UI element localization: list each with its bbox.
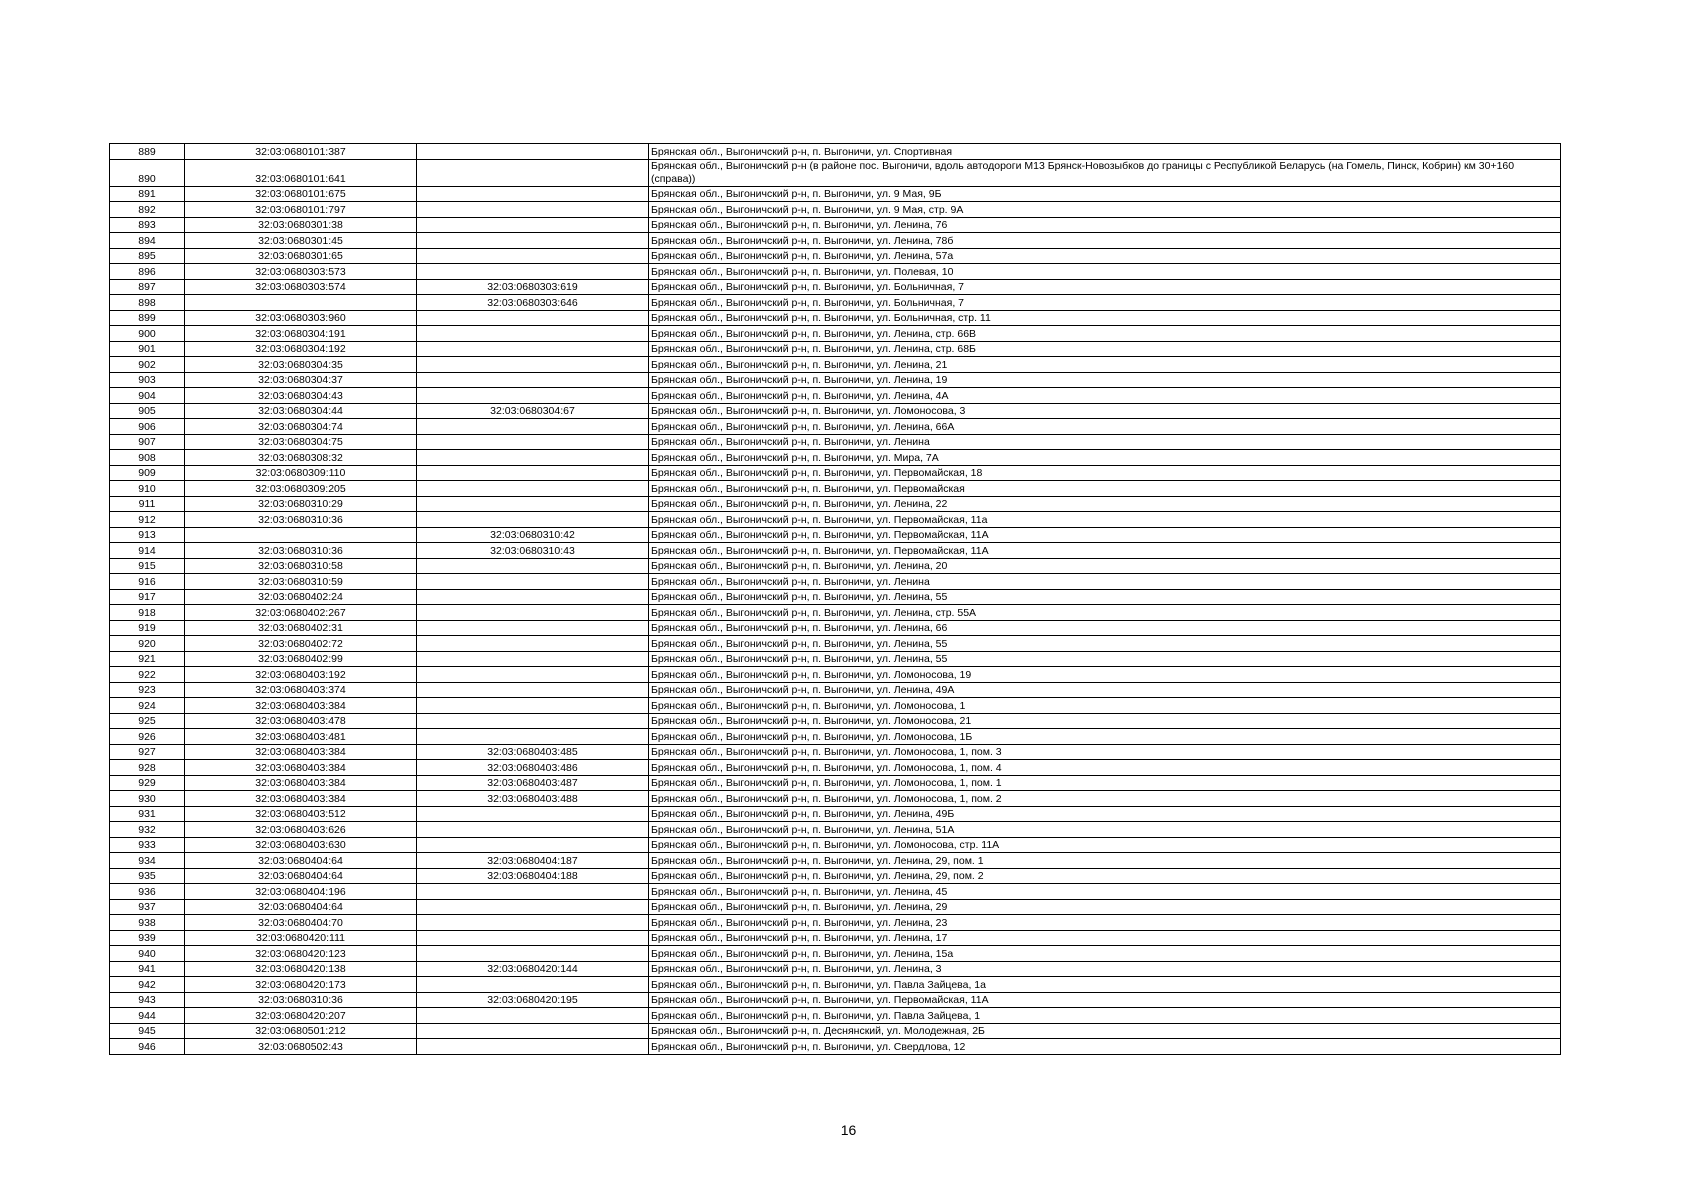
table-body <box>110 144 1561 1055</box>
object-number-cell <box>417 682 649 698</box>
address-cell: Брянская обл., Выгоничский р-н, п. Выгоничи, ул. Ленина, 23 <box>649 915 1561 931</box>
cadastral-number-cell: 32:03:0680310:36 <box>185 543 417 559</box>
address-cell: Брянская обл., Выгоничский р-н, п. Выгоничи, ул. Больничная, стр. 11 <box>649 310 1561 326</box>
table-row <box>110 620 1561 636</box>
cadastral-number-cell: 32:03:0680101:797 <box>185 202 417 218</box>
table-row <box>110 682 1561 698</box>
address-cell: Брянская обл., Выгоничский р-н, п. Выгоничи, ул. Первомайская, 11А <box>649 527 1561 543</box>
row-number-cell: 897 <box>110 279 185 295</box>
object-number-cell: 32:03:0680403:487 <box>417 775 649 791</box>
table-row <box>110 946 1561 962</box>
row-number-cell: 913 <box>110 527 185 543</box>
row-number-cell: 935 <box>110 868 185 884</box>
row-number-cell: 899 <box>110 310 185 326</box>
cadastral-number-cell: 32:03:0680404:64 <box>185 853 417 869</box>
address-cell: Брянская обл., Выгоничский р-н, п. Выгоничи, ул. Ленина, 49А <box>649 682 1561 698</box>
table-row <box>110 853 1561 869</box>
cadastral-number-cell: 32:03:0680404:64 <box>185 899 417 915</box>
table-row <box>110 512 1561 528</box>
address-cell: Брянская обл., Выгоничский р-н, п. Выгоничи, ул. Первомайская, 11а <box>649 512 1561 528</box>
object-number-cell <box>417 217 649 233</box>
cadastral-number-cell: 32:03:0680420:123 <box>185 946 417 962</box>
address-cell: Брянская обл., Выгоничский р-н, п. Выгоничи, ул. Ленина, 76 <box>649 217 1561 233</box>
row-number-cell: 891 <box>110 186 185 202</box>
object-number-cell: 32:03:0680420:195 <box>417 992 649 1008</box>
row-number-cell: 908 <box>110 450 185 466</box>
cadastral-table <box>109 143 1561 1055</box>
row-number-cell: 896 <box>110 264 185 280</box>
table-row <box>110 667 1561 683</box>
table-row <box>110 403 1561 419</box>
object-number-cell <box>417 450 649 466</box>
address-cell: Брянская обл., Выгоничский р-н, п. Выгоничи, ул. Ленина, 29, пом. 1 <box>649 853 1561 869</box>
address-cell: Брянская обл., Выгоничский р-н, п. Выгоничи, ул. Павла Зайцева, 1 <box>649 1008 1561 1024</box>
table-row <box>110 791 1561 807</box>
address-cell: Брянская обл., Выгоничский р-н, п. Выгоничи, ул. Ломоносова, 1Б <box>649 729 1561 745</box>
row-number-cell: 939 <box>110 930 185 946</box>
address-cell: Брянская обл., Выгоничский р-н, п. Выгоничи, ул. Ленина, 22 <box>649 496 1561 512</box>
row-number-cell: 892 <box>110 202 185 218</box>
table-row <box>110 264 1561 280</box>
row-number-cell: 927 <box>110 744 185 760</box>
cadastral-number-cell: 32:03:0680403:384 <box>185 791 417 807</box>
object-number-cell <box>417 822 649 838</box>
table-row <box>110 1039 1561 1055</box>
cadastral-number-cell: 32:03:0680404:64 <box>185 868 417 884</box>
object-number-cell: 32:03:0680303:619 <box>417 279 649 295</box>
cadastral-number-cell: 32:03:0680303:960 <box>185 310 417 326</box>
address-cell: Брянская обл., Выгоничский р-н, п. Выгоничи, ул. Полевая, 10 <box>649 264 1561 280</box>
cadastral-number-cell: 32:03:0680420:173 <box>185 977 417 993</box>
cadastral-number-cell: 32:03:0680304:75 <box>185 434 417 450</box>
row-number-cell: 932 <box>110 822 185 838</box>
table-row <box>110 1023 1561 1039</box>
row-number-cell: 925 <box>110 713 185 729</box>
row-number-cell: 926 <box>110 729 185 745</box>
object-number-cell <box>417 698 649 714</box>
address-cell: Брянская обл., Выгоничский р-н, п. Выгоничи, ул. Ленина, стр. 68Б <box>649 341 1561 357</box>
cadastral-number-cell <box>185 527 417 543</box>
address-cell: Брянская обл., Выгоничский р-н, п. Выгоничи, ул. Ленина, 19 <box>649 372 1561 388</box>
table-row <box>110 744 1561 760</box>
cadastral-number-cell: 32:03:0680403:481 <box>185 729 417 745</box>
object-number-cell: 32:03:0680403:488 <box>417 791 649 807</box>
cadastral-number-cell: 32:03:0680304:35 <box>185 357 417 373</box>
object-number-cell <box>417 1023 649 1039</box>
cadastral-number-cell: 32:03:0680420:207 <box>185 1008 417 1024</box>
table-row <box>110 837 1561 853</box>
row-number-cell: 916 <box>110 574 185 590</box>
cadastral-number-cell: 32:03:0680403:192 <box>185 667 417 683</box>
object-number-cell <box>417 605 649 621</box>
row-number-cell: 901 <box>110 341 185 357</box>
table-row <box>110 388 1561 404</box>
row-number-cell: 937 <box>110 899 185 915</box>
object-number-cell <box>417 357 649 373</box>
address-cell: Брянская обл., Выгоничский р-н, п. Выгоничи, ул. Ленина, 55 <box>649 589 1561 605</box>
table-row <box>110 357 1561 373</box>
table-row <box>110 481 1561 497</box>
row-number-cell: 894 <box>110 233 185 249</box>
cadastral-number-cell: 32:03:0680304:43 <box>185 388 417 404</box>
cadastral-number-cell: 32:03:0680404:196 <box>185 884 417 900</box>
table-row <box>110 341 1561 357</box>
table-row <box>110 822 1561 838</box>
row-number-cell: 941 <box>110 961 185 977</box>
address-cell: Брянская обл., Выгоничский р-н, п. Выгоничи, ул. Ломоносова, 1, пом. 4 <box>649 760 1561 776</box>
cadastral-number-cell: 32:03:0680310:59 <box>185 574 417 590</box>
row-number-cell: 918 <box>110 605 185 621</box>
row-number-cell: 917 <box>110 589 185 605</box>
cadastral-number-cell: 32:03:0680101:387 <box>185 144 417 160</box>
cadastral-number-cell: 32:03:0680310:29 <box>185 496 417 512</box>
cadastral-number-cell: 32:03:0680310:58 <box>185 558 417 574</box>
row-number-cell: 924 <box>110 698 185 714</box>
table-row <box>110 930 1561 946</box>
cadastral-number-cell: 32:03:0680301:65 <box>185 248 417 264</box>
table-row <box>110 992 1561 1008</box>
row-number-cell: 946 <box>110 1039 185 1055</box>
row-number-cell: 890 <box>110 159 185 186</box>
table-row <box>110 961 1561 977</box>
cadastral-number-cell: 32:03:0680309:110 <box>185 465 417 481</box>
table-row <box>110 729 1561 745</box>
address-cell: Брянская обл., Выгоничский р-н, п. Выгоничи, ул. Ленина <box>649 434 1561 450</box>
object-number-cell <box>417 496 649 512</box>
table-row <box>110 558 1561 574</box>
address-cell: Брянская обл., Выгоничский р-н, п. Выгоничи, ул. Ленина, 51А <box>649 822 1561 838</box>
address-cell: Брянская обл., Выгоничский р-н, п. Выгоничи, ул. Ломоносова, 3 <box>649 403 1561 419</box>
address-cell: Брянская обл., Выгоничский р-н, п. Выгоничи, ул. Больничная, 7 <box>649 279 1561 295</box>
row-number-cell: 914 <box>110 543 185 559</box>
row-number-cell: 910 <box>110 481 185 497</box>
table-row <box>110 977 1561 993</box>
cadastral-number-cell: 32:03:0680403:384 <box>185 744 417 760</box>
address-cell: Брянская обл., Выгоничский р-н, п. Выгоничи, ул. Ломоносова, 1, пом. 3 <box>649 744 1561 760</box>
cadastral-number-cell: 32:03:0680310:36 <box>185 992 417 1008</box>
address-cell: Брянская обл., Выгоничский р-н (в районе пос. Выгоничи, вдоль автодороги М13 Брянск-Новозыбков до границы с Республикой Беларусь (на Гомель, Пинск, Кобрин) км 30+160 (справа)) <box>649 159 1561 186</box>
object-number-cell <box>417 636 649 652</box>
object-number-cell: 32:03:0680303:646 <box>417 295 649 311</box>
cadastral-number-cell: 32:03:0680402:267 <box>185 605 417 621</box>
address-cell: Брянская обл., Выгоничский р-н, п. Выгоничи, ул. Ленина, 15а <box>649 946 1561 962</box>
table-row <box>110 202 1561 218</box>
cadastral-number-cell: 32:03:0680301:45 <box>185 233 417 249</box>
address-cell: Брянская обл., Выгоничский р-н, п. Выгоничи, ул. Ленина, 45 <box>649 884 1561 900</box>
cadastral-number-cell <box>185 295 417 311</box>
cadastral-number-cell: 32:03:0680403:384 <box>185 698 417 714</box>
cadastral-number-cell: 32:03:0680402:24 <box>185 589 417 605</box>
object-number-cell <box>417 713 649 729</box>
table-row <box>110 636 1561 652</box>
object-number-cell: 32:03:0680310:42 <box>417 527 649 543</box>
table-row <box>110 775 1561 791</box>
object-number-cell <box>417 372 649 388</box>
cadastral-number-cell: 32:03:0680403:630 <box>185 837 417 853</box>
object-number-cell <box>417 1039 649 1055</box>
cadastral-number-cell: 32:03:0680403:626 <box>185 822 417 838</box>
object-number-cell <box>417 248 649 264</box>
table-row <box>110 574 1561 590</box>
address-cell: Брянская обл., Выгоничский р-н, п. Выгоничи, ул. Ломоносова, 1 <box>649 698 1561 714</box>
table-row <box>110 589 1561 605</box>
row-number-cell: 919 <box>110 620 185 636</box>
row-number-cell: 904 <box>110 388 185 404</box>
address-cell: Брянская обл., Выгоничский р-н, п. Выгоничи, ул. Первомайская, 11А <box>649 543 1561 559</box>
object-number-cell <box>417 481 649 497</box>
object-number-cell <box>417 186 649 202</box>
address-cell: Брянская обл., Выгоничский р-н, п. Выгоничи, ул. Ломоносова, 21 <box>649 713 1561 729</box>
cadastral-number-cell: 32:03:0680303:574 <box>185 279 417 295</box>
row-number-cell: 907 <box>110 434 185 450</box>
table-row <box>110 186 1561 202</box>
address-cell: Брянская обл., Выгоничский р-н, п. Выгоничи, ул. Ленина, 20 <box>649 558 1561 574</box>
row-number-cell: 905 <box>110 403 185 419</box>
table-row <box>110 527 1561 543</box>
object-number-cell <box>417 574 649 590</box>
cadastral-number-cell: 32:03:0680308:32 <box>185 450 417 466</box>
row-number-cell: 902 <box>110 357 185 373</box>
address-cell: Брянская обл., Выгоничский р-н, п. Выгоничи, ул. Ленина, 66 <box>649 620 1561 636</box>
cadastral-number-cell: 32:03:0680403:478 <box>185 713 417 729</box>
table-row <box>110 915 1561 931</box>
object-number-cell <box>417 159 649 186</box>
row-number-cell: 931 <box>110 806 185 822</box>
address-cell: Брянская обл., Выгоничский р-н, п. Выгоничи, ул. Ленина, 17 <box>649 930 1561 946</box>
table-row <box>110 1008 1561 1024</box>
object-number-cell <box>417 884 649 900</box>
cadastral-number-cell: 32:03:0680403:384 <box>185 760 417 776</box>
cadastral-number-cell: 32:03:0680304:74 <box>185 419 417 435</box>
table-row <box>110 159 1561 186</box>
address-cell: Брянская обл., Выгоничский р-н, п. Выгоничи, ул. Ломоносова, стр. 11А <box>649 837 1561 853</box>
object-number-cell: 32:03:0680404:187 <box>417 853 649 869</box>
cadastral-number-cell: 32:03:0680304:37 <box>185 372 417 388</box>
cadastral-number-cell: 32:03:0680403:384 <box>185 775 417 791</box>
table-row <box>110 233 1561 249</box>
row-number-cell: 900 <box>110 326 185 342</box>
address-cell: Брянская обл., Выгоничский р-н, п. Выгоничи, ул. Ломоносова, 19 <box>649 667 1561 683</box>
address-cell: Брянская обл., Выгоничский р-н, п. Выгоничи, ул. Первомайская <box>649 481 1561 497</box>
object-number-cell <box>417 233 649 249</box>
row-number-cell: 920 <box>110 636 185 652</box>
object-number-cell <box>417 310 649 326</box>
object-number-cell <box>417 837 649 853</box>
cadastral-number-cell: 32:03:0680402:31 <box>185 620 417 636</box>
table-row <box>110 496 1561 512</box>
address-cell: Брянская обл., Выгоничский р-н, п. Выгоничи, ул. Ленина, 66А <box>649 419 1561 435</box>
table-row <box>110 806 1561 822</box>
address-cell: Брянская обл., Выгоничский р-н, п. Выгоничи, ул. Павла Зайцева, 1а <box>649 977 1561 993</box>
row-number-cell: 911 <box>110 496 185 512</box>
object-number-cell <box>417 651 649 667</box>
object-number-cell <box>417 1008 649 1024</box>
address-cell: Брянская обл., Выгоничский р-н, п. Деснянский, ул. Молодежная, 2Б <box>649 1023 1561 1039</box>
object-number-cell: 32:03:0680310:43 <box>417 543 649 559</box>
object-number-cell: 32:03:0680403:485 <box>417 744 649 760</box>
row-number-cell: 930 <box>110 791 185 807</box>
address-cell: Брянская обл., Выгоничский р-н, п. Выгоничи, ул. Ленина, 55 <box>649 651 1561 667</box>
object-number-cell <box>417 589 649 605</box>
row-number-cell: 943 <box>110 992 185 1008</box>
cadastral-number-cell: 32:03:0680420:138 <box>185 961 417 977</box>
row-number-cell: 922 <box>110 667 185 683</box>
object-number-cell: 32:03:0680304:67 <box>417 403 649 419</box>
row-number-cell: 933 <box>110 837 185 853</box>
row-number-cell: 915 <box>110 558 185 574</box>
table-row <box>110 450 1561 466</box>
address-cell: Брянская обл., Выгоничский р-н, п. Выгоничи, ул. Ленина, 78б <box>649 233 1561 249</box>
row-number-cell: 945 <box>110 1023 185 1039</box>
table-row <box>110 295 1561 311</box>
object-number-cell: 32:03:0680420:144 <box>417 961 649 977</box>
page-number: 16 <box>840 1122 857 1138</box>
object-number-cell <box>417 326 649 342</box>
address-cell: Брянская обл., Выгоничский р-н, п. Выгоничи, ул. 9 Мая, стр. 9А <box>649 202 1561 218</box>
row-number-cell: 942 <box>110 977 185 993</box>
address-cell: Брянская обл., Выгоничский р-н, п. Выгоничи, ул. Мира, 7А <box>649 450 1561 466</box>
cadastral-number-cell: 32:03:0680501:212 <box>185 1023 417 1039</box>
row-number-cell: 921 <box>110 651 185 667</box>
row-number-cell: 898 <box>110 295 185 311</box>
row-number-cell: 889 <box>110 144 185 160</box>
table-row <box>110 279 1561 295</box>
cadastral-number-cell: 32:03:0680402:99 <box>185 651 417 667</box>
object-number-cell <box>417 806 649 822</box>
table-row <box>110 144 1561 160</box>
cadastral-number-cell: 32:03:0680403:512 <box>185 806 417 822</box>
table-row <box>110 698 1561 714</box>
address-cell: Брянская обл., Выгоничский р-н, п. Выгоничи, ул. Первомайская, 11А <box>649 992 1561 1008</box>
row-number-cell: 893 <box>110 217 185 233</box>
cadastral-number-cell: 32:03:0680304:44 <box>185 403 417 419</box>
cadastral-number-cell: 32:03:0680309:205 <box>185 481 417 497</box>
address-cell: Брянская обл., Выгоничский р-н, п. Выгоничи, ул. Ленина, 29 <box>649 899 1561 915</box>
object-number-cell <box>417 512 649 528</box>
row-number-cell: 909 <box>110 465 185 481</box>
table-row <box>110 419 1561 435</box>
address-cell: Брянская обл., Выгоничский р-н, п. Выгоничи, ул. Ленина, 49Б <box>649 806 1561 822</box>
address-cell: Брянская обл., Выгоничский р-н, п. Выгоничи, ул. Ленина, стр. 55А <box>649 605 1561 621</box>
cadastral-number-cell: 32:03:0680101:641 <box>185 159 417 186</box>
object-number-cell <box>417 264 649 280</box>
table-row <box>110 434 1561 450</box>
table-row <box>110 868 1561 884</box>
object-number-cell <box>417 419 649 435</box>
cadastral-number-cell: 32:03:0680101:675 <box>185 186 417 202</box>
address-cell: Брянская обл., Выгоничский р-н, п. Выгоничи, ул. Свердлова, 12 <box>649 1039 1561 1055</box>
object-number-cell: 32:03:0680403:486 <box>417 760 649 776</box>
object-number-cell <box>417 202 649 218</box>
address-cell: Брянская обл., Выгоничский р-н, п. Выгоничи, ул. Первомайская, 18 <box>649 465 1561 481</box>
object-number-cell: 32:03:0680404:188 <box>417 868 649 884</box>
object-number-cell <box>417 341 649 357</box>
table-row <box>110 217 1561 233</box>
row-number-cell: 940 <box>110 946 185 962</box>
address-cell: Брянская обл., Выгоничский р-н, п. Выгоничи, ул. Спортивная <box>649 144 1561 160</box>
address-cell: Брянская обл., Выгоничский р-н, п. Выгоничи, ул. Ломоносова, 1, пом. 1 <box>649 775 1561 791</box>
address-cell: Брянская обл., Выгоничский р-н, п. Выгоничи, ул. Ленина, 55 <box>649 636 1561 652</box>
row-number-cell: 928 <box>110 760 185 776</box>
object-number-cell <box>417 388 649 404</box>
table-row <box>110 372 1561 388</box>
cadastral-number-cell: 32:03:0680303:573 <box>185 264 417 280</box>
object-number-cell <box>417 558 649 574</box>
address-cell: Брянская обл., Выгоничский р-н, п. Выгоничи, ул. 9 Мая, 9Б <box>649 186 1561 202</box>
address-cell: Брянская обл., Выгоничский р-н, п. Выгоничи, ул. Больничная, 7 <box>649 295 1561 311</box>
table-row <box>110 248 1561 264</box>
address-cell: Брянская обл., Выгоничский р-н, п. Выгоничи, ул. Ленина, 57а <box>649 248 1561 264</box>
row-number-cell: 903 <box>110 372 185 388</box>
table-row <box>110 651 1561 667</box>
address-cell: Брянская обл., Выгоничский р-н, п. Выгоничи, ул. Ленина, стр. 66В <box>649 326 1561 342</box>
object-number-cell <box>417 144 649 160</box>
table-row <box>110 899 1561 915</box>
table-row <box>110 326 1561 342</box>
row-number-cell: 912 <box>110 512 185 528</box>
cadastral-number-cell: 32:03:0680304:192 <box>185 341 417 357</box>
row-number-cell: 938 <box>110 915 185 931</box>
row-number-cell: 895 <box>110 248 185 264</box>
object-number-cell <box>417 915 649 931</box>
object-number-cell <box>417 946 649 962</box>
object-number-cell <box>417 899 649 915</box>
address-cell: Брянская обл., Выгоничский р-н, п. Выгоничи, ул. Ленина, 3 <box>649 961 1561 977</box>
address-cell: Брянская обл., Выгоничский р-н, п. Выгоничи, ул. Ленина <box>649 574 1561 590</box>
object-number-cell <box>417 977 649 993</box>
address-cell: Брянская обл., Выгоничский р-н, п. Выгоничи, ул. Ленина, 4А <box>649 388 1561 404</box>
cadastral-number-cell: 32:03:0680404:70 <box>185 915 417 931</box>
row-number-cell: 936 <box>110 884 185 900</box>
table-row <box>110 884 1561 900</box>
cadastral-number-cell: 32:03:0680310:36 <box>185 512 417 528</box>
table-row <box>110 760 1561 776</box>
cadastral-number-cell: 32:03:0680502:43 <box>185 1039 417 1055</box>
table-row <box>110 465 1561 481</box>
cadastral-number-cell: 32:03:0680403:374 <box>185 682 417 698</box>
object-number-cell <box>417 620 649 636</box>
object-number-cell <box>417 930 649 946</box>
address-cell: Брянская обл., Выгоничский р-н, п. Выгоничи, ул. Ленина, 21 <box>649 357 1561 373</box>
cadastral-number-cell: 32:03:0680301:38 <box>185 217 417 233</box>
table-row <box>110 310 1561 326</box>
row-number-cell: 929 <box>110 775 185 791</box>
row-number-cell: 934 <box>110 853 185 869</box>
table-row <box>110 543 1561 559</box>
row-number-cell: 923 <box>110 682 185 698</box>
object-number-cell <box>417 465 649 481</box>
object-number-cell <box>417 729 649 745</box>
cadastral-number-cell: 32:03:0680304:191 <box>185 326 417 342</box>
cadastral-number-cell: 32:03:0680420:111 <box>185 930 417 946</box>
address-cell: Брянская обл., Выгоничский р-н, п. Выгоничи, ул. Ленина, 29, пом. 2 <box>649 868 1561 884</box>
cadastral-number-cell: 32:03:0680402:72 <box>185 636 417 652</box>
object-number-cell <box>417 434 649 450</box>
table-row <box>110 605 1561 621</box>
table-row <box>110 713 1561 729</box>
address-cell: Брянская обл., Выгоничский р-н, п. Выгоничи, ул. Ломоносова, 1, пом. 2 <box>649 791 1561 807</box>
row-number-cell: 944 <box>110 1008 185 1024</box>
object-number-cell <box>417 667 649 683</box>
row-number-cell: 906 <box>110 419 185 435</box>
